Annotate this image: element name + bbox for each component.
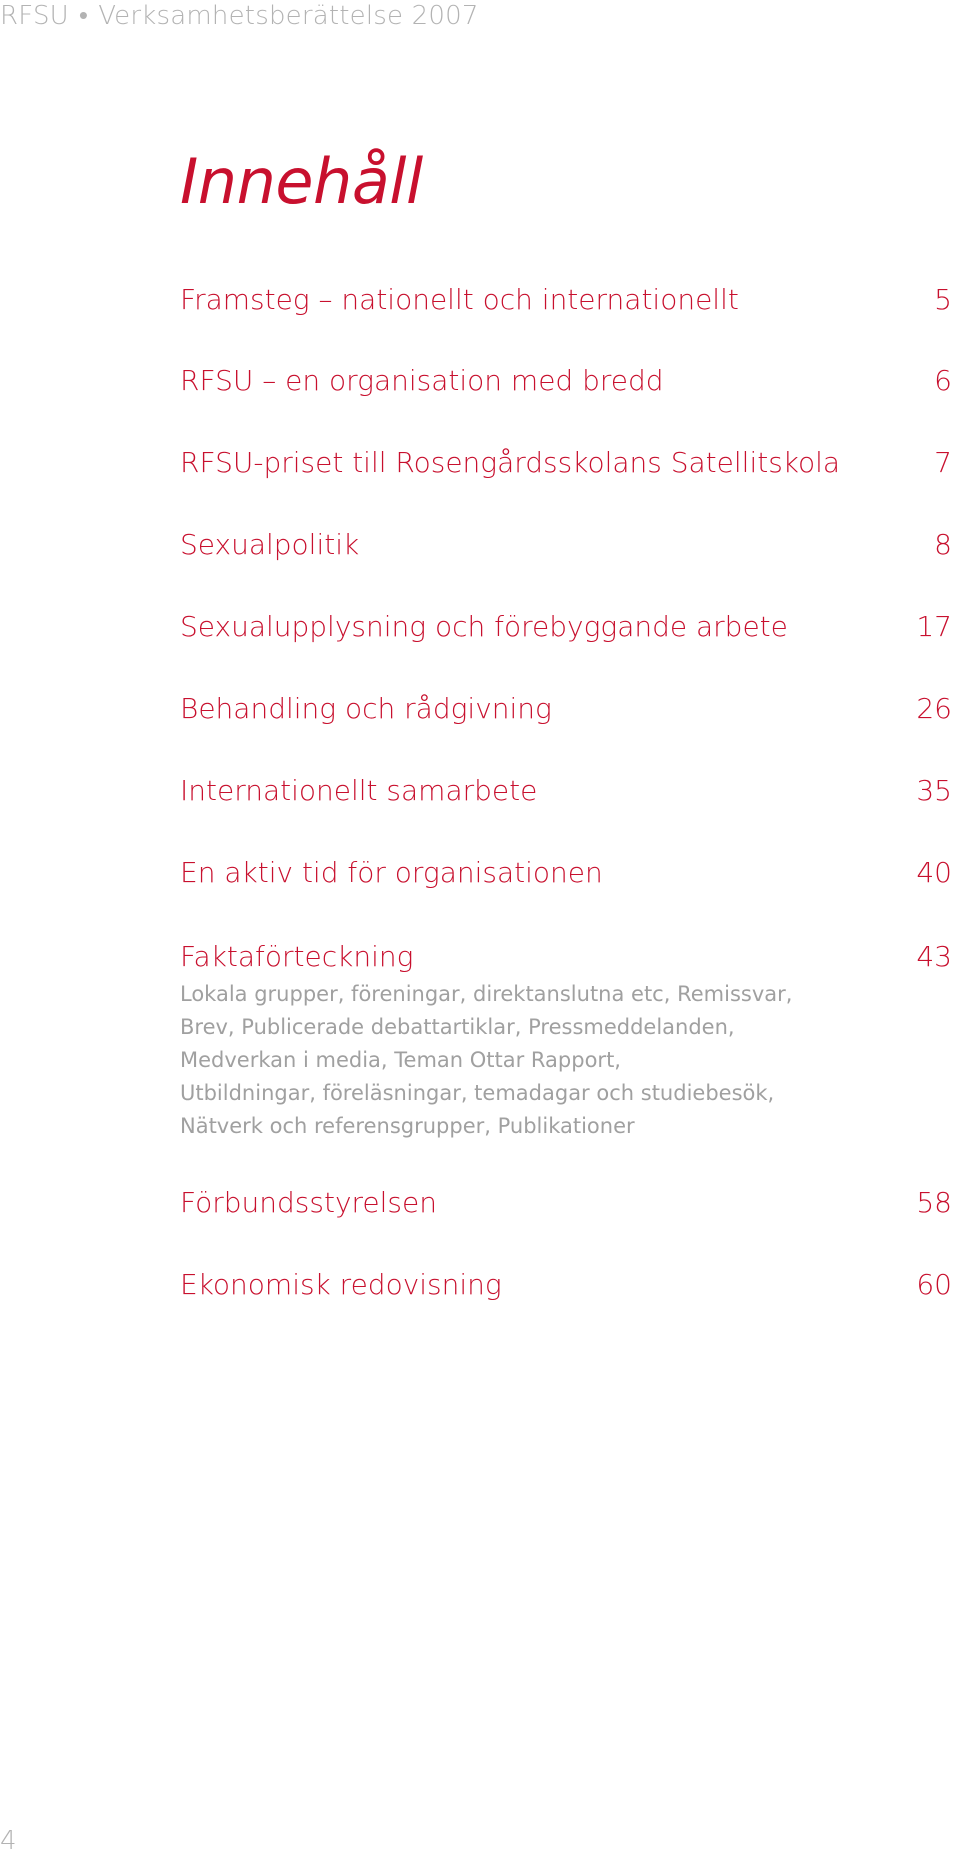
toc-entry-page: 58 (916, 1186, 952, 1219)
toc-subentry-line: Brev, Publicerade debattartiklar, Pressmeddelanden, (180, 1015, 735, 1039)
toc-subentry-line: Utbildningar, föreläsningar, temadagar och studiebesök, (180, 1081, 775, 1105)
toc-entry-faktaforteckning[interactable] (180, 940, 952, 1143)
toc-subentry-line: Medverkan i media, Teman Ottar Rapport, (180, 1048, 621, 1072)
toc-entry[interactable] (180, 283, 952, 317)
toc-entry-label: Ekonomisk redovisning (180, 1268, 502, 1301)
toc-entry-label: En aktiv tid för organisationen (180, 856, 603, 889)
toc-entry[interactable] (180, 446, 952, 480)
toc-entry-page: 7 (934, 446, 952, 479)
toc-entry-label: Sexualupplysning och förebyggande arbete (180, 610, 788, 643)
toc-entry-label: Framsteg – nationellt och internationellt (180, 283, 739, 316)
header-org: RFSU (0, 1, 69, 31)
toc-entry[interactable] (180, 692, 952, 726)
page-number: 4 (0, 1826, 17, 1856)
toc-entry[interactable] (180, 856, 952, 890)
toc-entry-label: Internationellt samarbete (180, 774, 538, 807)
toc-entry-page: 8 (934, 528, 952, 561)
toc-entry-page: 17 (916, 610, 952, 643)
toc-subentries (180, 978, 952, 1143)
toc-entry[interactable] (180, 364, 952, 398)
toc-entry[interactable] (180, 774, 952, 808)
toc-entry[interactable] (180, 1186, 952, 1220)
page-title: Innehåll (180, 145, 423, 218)
running-header (0, 0, 479, 31)
toc-entry-page: 40 (916, 856, 952, 889)
toc-entry-label: Behandling och rådgivning (180, 692, 552, 725)
toc-entry-label: RFSU – en organisation med bredd (180, 364, 664, 397)
toc-subentry-line: Lokala grupper, föreningar, direktanslutna etc, Remissvar, (180, 982, 793, 1006)
toc-entry[interactable] (180, 1268, 952, 1302)
toc-entry-label: Sexualpolitik (180, 528, 360, 561)
header-separator: • (78, 1, 89, 31)
toc-subentry-line: Nätverk och referensgrupper, Publikationer (180, 1114, 635, 1138)
toc-entry-label: Förbundsstyrelsen (180, 1186, 437, 1219)
toc-entry-label: RFSU-priset till Rosengårdsskolans Satellitskola (180, 446, 841, 479)
header-publication: Verksamhetsberättelse 2007 (98, 1, 479, 31)
toc-entry-page: 26 (916, 692, 952, 725)
toc-entry-page: 60 (916, 1268, 952, 1301)
toc-entry[interactable] (180, 528, 952, 562)
toc-entry[interactable] (180, 610, 952, 644)
toc-entry-page: 35 (916, 774, 952, 807)
toc-entry-page: 43 (916, 940, 952, 973)
toc-entry-page: 6 (934, 364, 952, 397)
toc-entry-page: 5 (934, 283, 952, 316)
toc-entry-label: Faktaförteckning (180, 940, 414, 973)
